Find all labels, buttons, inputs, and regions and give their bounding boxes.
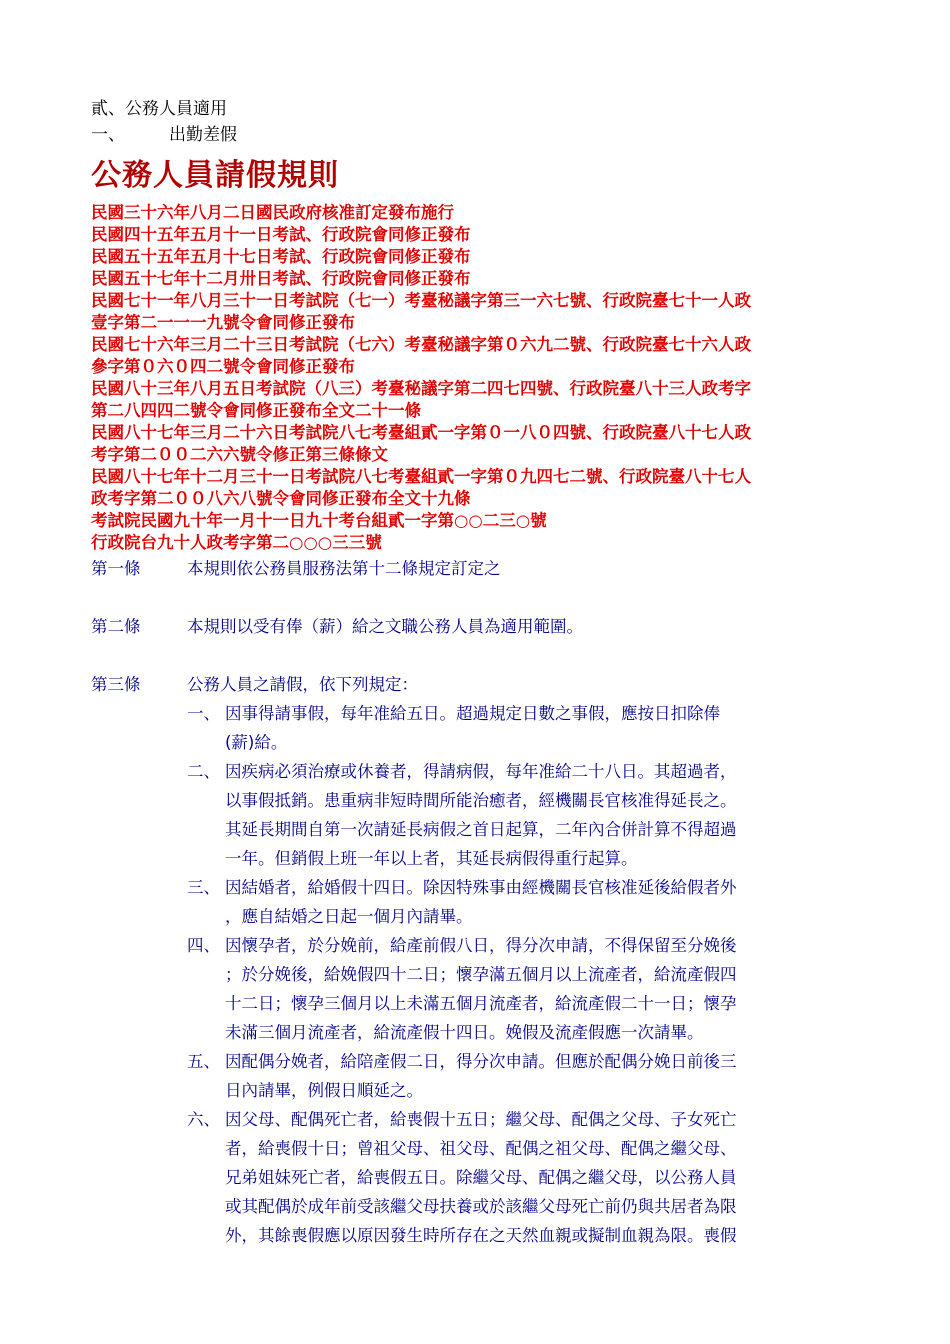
history-line: 壹字第二一一一九號令會同修正發布 (91, 313, 355, 332)
article-number: 第二條 (91, 617, 141, 636)
subsection-heading (91, 122, 861, 148)
item-number: 一、 (187, 704, 220, 723)
document-page (91, 96, 861, 1250)
history-line: 行政院台九十人政考字第二○○○三三號 (91, 533, 382, 552)
subsection-text: 出勤差假 (169, 125, 237, 145)
history-line: 第二八四四二號令會同修正發布全文二十一條 (91, 401, 421, 420)
article-number: 第一條 (91, 559, 141, 578)
list-item (187, 873, 861, 931)
history-line: 民國八十三年八月五日考試院（八三）考臺秘議字第二四七四號、行政院臺八十三人政考字 (91, 379, 751, 398)
history-line: 民國八十七年三月二十六日考試院八七考臺組貳一字第０一八０四號、行政院臺八十七人政 (91, 423, 751, 442)
section-heading: 貳、公務人員適用 (91, 99, 227, 119)
history-line: 民國三十六年八月二日國民政府核准訂定發布施行 (91, 203, 454, 222)
article-text: 公務人員之請假，依下列規定： (187, 675, 418, 694)
history-line: 民國八十七年十二月三十一日考試院八七考臺組貳一字第０九四七二號、行政院臺八十七人 (91, 467, 751, 486)
history-line: 民國四十五年五月十一日考試、行政院會同修正發布 (91, 225, 471, 244)
item-number: 二、 (187, 762, 220, 781)
item-text: 因配偶分娩者，給陪產假二日，得分次申請。但應於配偶分娩日前後三 日內請畢，例假日順延之。 (225, 1052, 737, 1100)
list-item (187, 757, 861, 873)
subsection-number: 一、 (91, 125, 125, 145)
item-text: 因結婚者，給婚假十四日。除因特殊事由經機關長官核准延後給假者外 ，應自結婚之日起一個月內請畢。 (225, 878, 737, 926)
list-item (187, 931, 861, 1047)
list-item (187, 1047, 861, 1105)
history-line: 民國五十七年十二月卅日考試、行政院會同修正發布 (91, 269, 471, 288)
item-number: 六、 (187, 1110, 220, 1129)
amendment-history (91, 202, 861, 554)
history-line: 民國七十六年三月二十三日考試院（七六）考臺秘議字第０六九二號、行政院臺七十六人政 (91, 335, 751, 354)
article-2 (91, 612, 861, 641)
articles (91, 554, 861, 1250)
item-text: 因懷孕者，於分娩前，給產前假八日，得分次申請，不得保留至分娩後 ；於分娩後，給娩假四十二日；懷孕滿五個月以上流產者，給流產假四 十二日；懷孕三個月以上未滿五個月流產者，給流產假二十一日；懷孕 未滿三個月流產者，給流產假十四日。娩假及流產假應一次請畢。 (225, 936, 737, 1042)
regulation-title: 公務人員請假規則 (91, 158, 339, 193)
article-text: 本規則以受有俸（薪）給之文職公務人員為適用範圍。 (187, 617, 583, 636)
item-text: 因父母、配偶死亡者，給喪假十五日；繼父母、配偶之父母、子女死亡 者，給喪假十日；曾祖父母、祖父母、配偶之祖父母、配偶之繼父母、 兄弟姐妹死亡者，給喪假五日。除繼父母、配偶之繼父母，以公務人員 或其配偶於成年前受該繼父母扶養或於該繼父母死亡前仍與共居者為限 外，其餘喪假應以原因發生時所存在之天然血親或擬制血親為限。喪假 (225, 1110, 737, 1245)
item-text: 因事得請事假，每年准給五日。超過規定日數之事假，應按日扣除俸 (薪)給。 (225, 704, 720, 752)
history-line: 考字第二００二六六號令修正第三條條文 (91, 445, 388, 464)
list-item (187, 1105, 861, 1250)
article-text: 本規則依公務員服務法第十二條規定訂定之 (187, 559, 501, 578)
list-item (187, 699, 861, 757)
item-number: 三、 (187, 878, 220, 897)
item-text: 因疾病必須治療或休養者，得請病假，每年准給二十八日。其超過者， 以事假抵銷。患重病非短時間所能治癒者，經機關長官核准得延長之。 其延長期間自第一次請延長病假之首日起算，二年內合併計算不得超過 一年。但銷假上班一年以上者，其延長病假得重行起算。 (225, 762, 737, 868)
article-3 (91, 670, 861, 1250)
history-line: 參字第０六０四二號令會同修正發布 (91, 357, 355, 376)
history-line: 民國七十一年八月三十一日考試院（七一）考臺秘議字第三一六七號、行政院臺七十一人政 (91, 291, 751, 310)
history-line: 民國五十五年五月十七日考試、行政院會同修正發布 (91, 247, 471, 266)
article-1 (91, 554, 861, 583)
history-line: 考試院民國九十年一月十一日九十考台組貳一字第○○二三○號 (91, 511, 547, 530)
item-number: 五、 (187, 1052, 220, 1071)
article-number: 第三條 (91, 675, 141, 694)
history-line: 政考字第二００八六八號令會同修正發布全文十九條 (91, 489, 471, 508)
item-number: 四、 (187, 936, 220, 955)
